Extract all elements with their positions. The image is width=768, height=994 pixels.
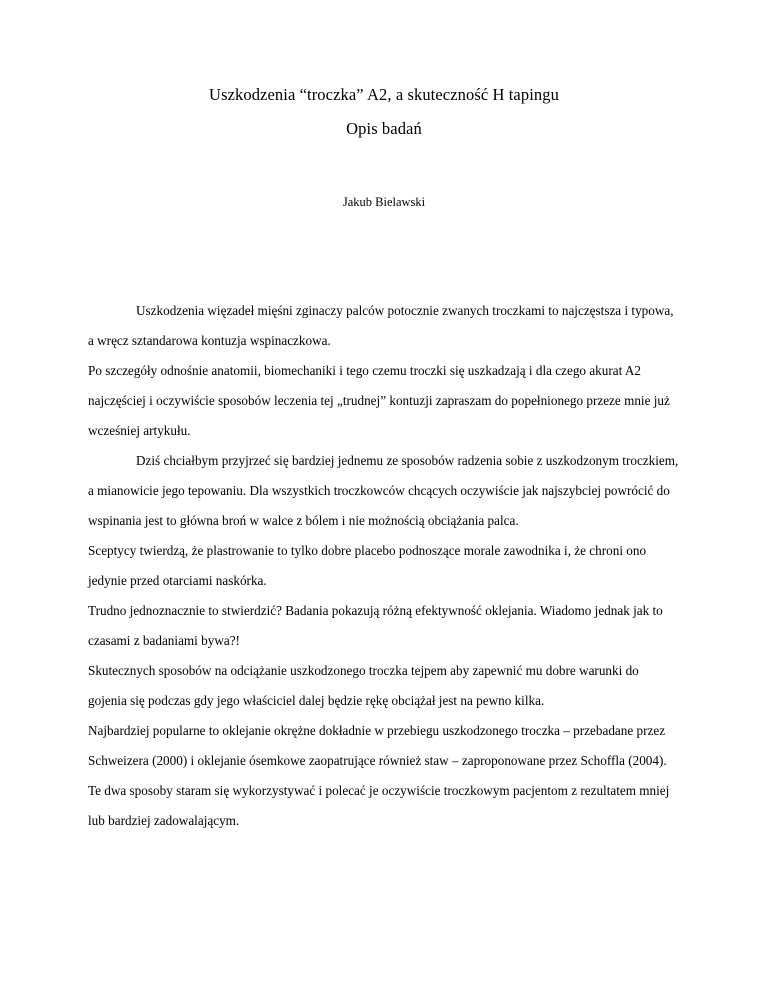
document-title <box>88 78 680 146</box>
paragraph-3: Dziś chciałbym przyjrzeć się bardziej jednemu ze sposobów radzenia sobie z uszkodzonym troczkiem, a mianowicie jego tepowaniu. Dla wszystkich troczkowców chcących oczywiście jak najszybciej powrócić do wspinania jest to główna broń w walce z bólem i nie możnością obciążania palca. <box>88 453 679 528</box>
title-line-2: Opis badań <box>346 119 422 138</box>
paragraph-7: Najbardziej popularne to oklejanie okrężne dokładnie w przebiegu uszkodzonego troczka – przebadane przez Schweizera (2000) i oklejanie ósemkowe zaopatrujące również staw – zaproponowane przez Schoffla (2004). Te dwa sposoby staram się wykorzystywać i polecać je oczywiście troczkowym pacjentom z rezultatem mniej lub bardziej zadowalającym. <box>88 723 670 828</box>
paragraph-2: Po szczegóły odnośnie anatomii, biomechaniki i tego czemu troczki się uszkadzają i dla czego akurat A2 najczęściej i oczywiście sposobów leczenia tej „trudnej” kontuzji zapraszam do popełnionego przeze mnie już wcześniej artykułu. <box>88 363 670 438</box>
document-body <box>88 296 680 836</box>
title-line-1: Uszkodzenia “troczka” A2, a skuteczność H tapingu <box>209 85 559 104</box>
paragraph-6: Skutecznych sposobów na odciążanie uszkodzonego troczka tejpem aby zapewnić mu dobre warunki do gojenia się podczas gdy jego właściciel dalej będzie rękę obciążał jest na pewno kilka. <box>88 663 639 708</box>
paragraph-1: Uszkodzenia więzadeł mięśni zginaczy palców potocznie zwanych troczkami to najczęstsza i typowa, a wręcz sztandarowa kontuzja wspinaczkowa. <box>88 303 674 348</box>
document-content <box>88 0 680 836</box>
paragraph-4: Sceptycy twierdzą, że plastrowanie to tylko dobre placebo podnoszące morale zawodnika i, że chroni ono jedynie przed otarciami naskórka. <box>88 543 647 588</box>
author-name: Jakub Bielawski <box>342 195 426 209</box>
paragraph-5: Trudno jednoznacznie to stwierdzić? Badania pokazują różną efektywność oklejania. Wiadomo jednak jak to czasami z badaniami bywa?! <box>88 603 663 648</box>
